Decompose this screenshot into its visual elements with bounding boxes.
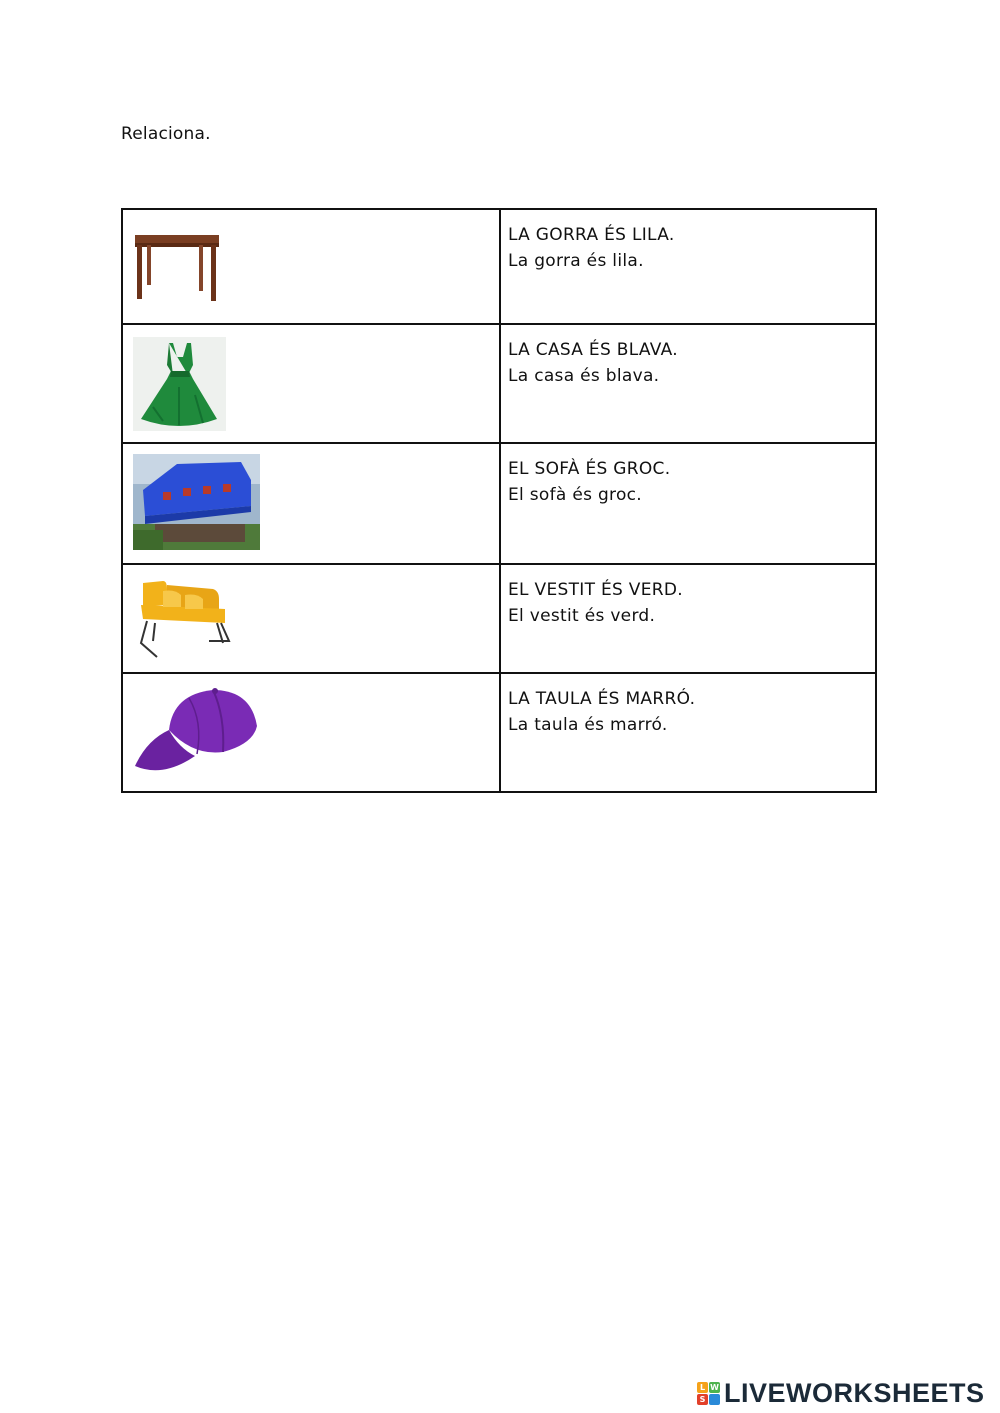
matching-table (121, 208, 877, 793)
image-cell (122, 564, 500, 673)
image-cell (122, 443, 500, 564)
table-row (122, 324, 876, 443)
liveworksheets-logo (697, 1378, 985, 1409)
table-row (122, 209, 876, 324)
sentence-lowercase: La casa és blava. (508, 366, 660, 386)
sentence-uppercase: LA TAULA ÉS MARRÓ. (508, 689, 696, 709)
house-image (133, 454, 260, 550)
sentence-cell (500, 673, 876, 792)
sentence-uppercase: EL SOFÀ ÉS GROC. (508, 459, 671, 479)
image-cell (122, 324, 500, 443)
sentence-lowercase: La gorra és lila. (508, 251, 644, 271)
logo-text: LIVEWORKSHEETS (724, 1378, 985, 1408)
sentence-uppercase: LA CASA ÉS BLAVA. (508, 340, 678, 360)
sentence-cell (500, 443, 876, 564)
sentence-cell (500, 564, 876, 673)
image-cell (122, 209, 500, 324)
sentence-lowercase: La taula és marró. (508, 715, 668, 735)
sentence-lowercase: El sofà és groc. (508, 485, 643, 505)
instruction-text: Relaciona. (121, 124, 211, 144)
sentence-cell (500, 324, 876, 443)
sentence-uppercase: LA GORRA ÉS LILA. (508, 225, 675, 245)
sentence-lowercase: El vestit és verd. (508, 606, 656, 626)
logo-icon: L W S (697, 1382, 721, 1406)
image-cell (122, 673, 500, 792)
sentence-uppercase: EL VESTIT ÉS VERD. (508, 580, 683, 600)
armchair-image (133, 579, 233, 659)
table-furniture-image (133, 232, 223, 302)
sentence-cell (500, 209, 876, 324)
dress-image (133, 337, 226, 431)
table-row (122, 443, 876, 564)
table-row (122, 564, 876, 673)
table-row (122, 673, 876, 792)
cap-image (133, 686, 261, 780)
